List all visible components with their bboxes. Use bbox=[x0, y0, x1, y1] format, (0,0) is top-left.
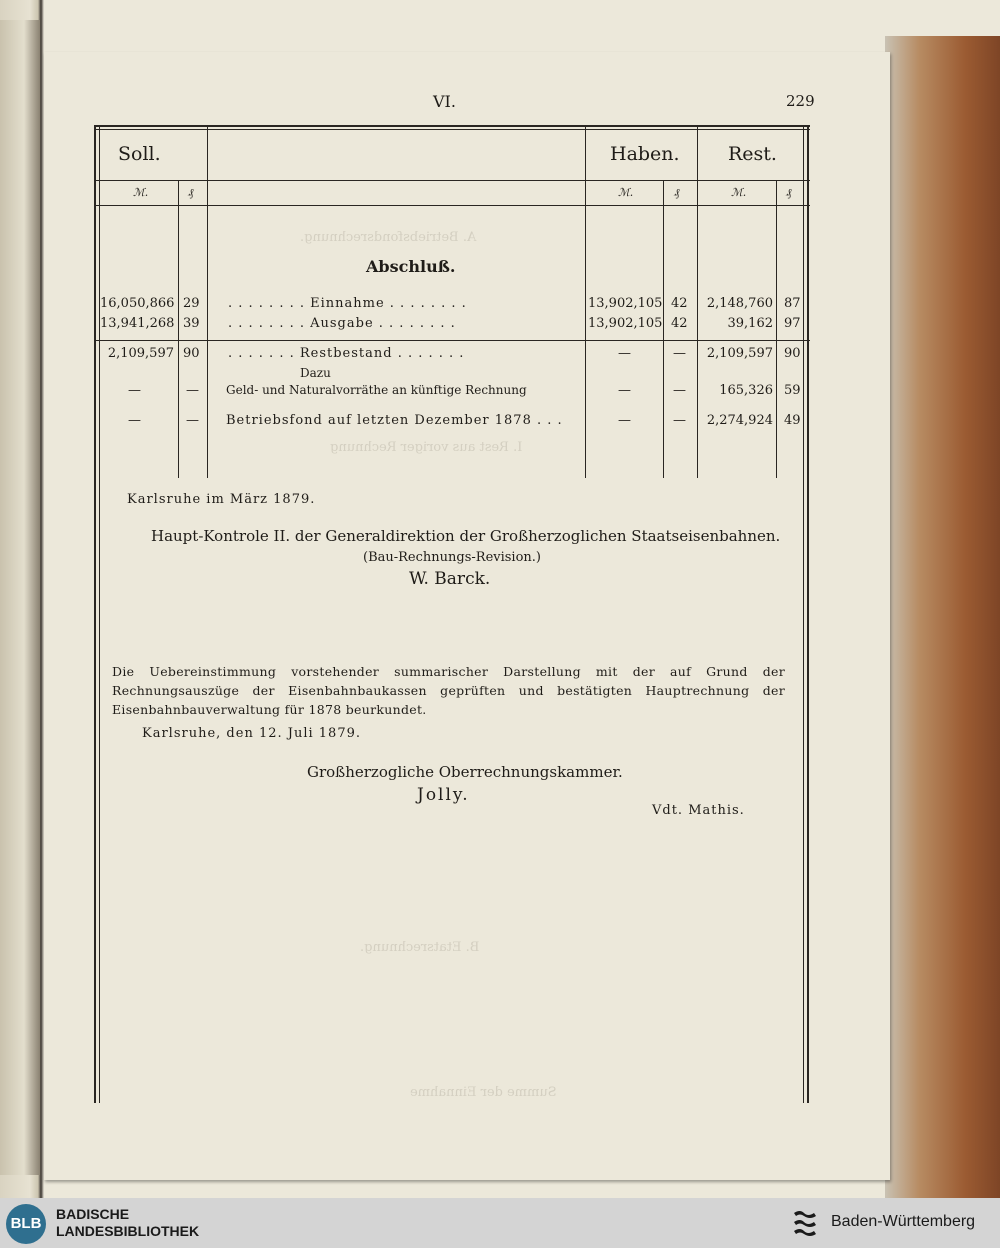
table-unit-rule bbox=[94, 205, 810, 206]
column-divider bbox=[585, 127, 586, 478]
column-divider bbox=[697, 127, 698, 478]
row-label: Betriebsfond auf letzten Dezember 1878 . . . bbox=[226, 413, 563, 428]
haben-pfennig-cell: 42 bbox=[671, 316, 688, 331]
certifying-authority: Großherzogliche Oberrechnungskammer. bbox=[307, 763, 623, 781]
haben-pfennig-cell: 42 bbox=[671, 296, 688, 311]
haben-mark-cell: — bbox=[618, 346, 631, 361]
table-left-border bbox=[99, 125, 100, 1103]
column-divider bbox=[776, 180, 777, 478]
certification-paragraph: Die Uebereinstimmung vorstehender summarischer Darstellung mit der auf Grund der Rechnungsauszüge der Eisenbahnbaukassen geprüften und bestätigten Hauptrechnung der Eisenbahnbauverwaltung für 1878 beurkundet. bbox=[112, 664, 785, 717]
table-top-rule bbox=[94, 129, 810, 130]
soll-mark-cell: 16,050,866 bbox=[100, 296, 175, 311]
place-date: Karlsruhe im März 1879. bbox=[127, 492, 316, 507]
row-label: . . . . . . . . Ausgabe . . . . . . . . bbox=[228, 316, 456, 331]
left-page-edge bbox=[0, 20, 40, 1175]
soll-mark-cell: — bbox=[128, 413, 141, 428]
soll-pfennig-cell: 29 bbox=[183, 296, 200, 311]
row-label: . . . . . . . . Einnahme . . . . . . . . bbox=[228, 296, 467, 311]
bleed-through-text: I. Rest aus voriger Rechnung bbox=[330, 440, 523, 455]
soll-mark-cell: 2,109,597 bbox=[107, 346, 174, 361]
signature: W. Barck. bbox=[409, 569, 491, 589]
row-label: . . . . . . . Restbestand . . . . . . . bbox=[228, 346, 465, 361]
header-soll: Soll. bbox=[118, 143, 161, 165]
section-title: Abschluß. bbox=[366, 257, 456, 276]
haben-pfennig-cell: — bbox=[673, 413, 686, 428]
header-haben: Haben. bbox=[610, 143, 680, 165]
baden-wuerttemberg-lions-icon bbox=[790, 1207, 820, 1239]
running-head: VI. bbox=[433, 92, 456, 111]
haben-mark-cell: — bbox=[618, 383, 631, 398]
table-right-border bbox=[807, 127, 809, 1103]
haben-mark-cell: 13,902,105 bbox=[588, 296, 663, 311]
signature: Jolly. bbox=[417, 785, 470, 805]
rest-pfennig-cell: 59 bbox=[784, 383, 801, 398]
row-label-prefix: Dazu bbox=[300, 366, 331, 380]
haben-mark-cell: — bbox=[618, 413, 631, 428]
table-header-rule bbox=[94, 180, 810, 181]
rest-mark-cell: 2,109,597 bbox=[706, 346, 773, 361]
haben-pfennig-cell: — bbox=[673, 383, 686, 398]
table-top-rule bbox=[94, 125, 810, 127]
soll-mark-cell: — bbox=[128, 383, 141, 398]
table-left-border bbox=[94, 125, 96, 1103]
blb-logo-icon: BLB bbox=[6, 1204, 46, 1244]
header-rest: Rest. bbox=[728, 143, 777, 165]
rest-pfennig-cell: 97 bbox=[784, 316, 801, 331]
rest-mark-cell: 39,162 bbox=[727, 316, 773, 331]
issuing-office: Haupt-Kontrole II. der Generaldirektion der Großherzoglichen Staatseisenbahnen. bbox=[151, 527, 781, 545]
unit-pfennig: ₰ bbox=[674, 186, 680, 199]
library-name-line: BADISCHE bbox=[56, 1206, 130, 1222]
bleed-through-text: B. Etatsrechnung. bbox=[360, 940, 480, 955]
unit-mark: ℳ. bbox=[618, 186, 634, 199]
table-sum-rule bbox=[94, 340, 810, 341]
haben-pfennig-cell: — bbox=[673, 346, 686, 361]
unit-mark: ℳ. bbox=[133, 186, 149, 199]
place-date: Karlsruhe, den 12. Juli 1879. bbox=[142, 726, 361, 741]
column-divider bbox=[207, 127, 208, 478]
rest-mark-cell: 165,326 bbox=[719, 383, 773, 398]
soll-pfennig-cell: 90 bbox=[183, 346, 200, 361]
soll-pfennig-cell: 39 bbox=[183, 316, 200, 331]
bleed-through-text: Summe der Einnahme bbox=[410, 1085, 557, 1100]
soll-pfennig-cell: — bbox=[186, 383, 199, 398]
row-label: Geld- und Naturalvorräthe an künftige Rechnung bbox=[226, 383, 527, 397]
department: (Bau-Rechnungs-Revision.) bbox=[363, 550, 541, 565]
rest-pfennig-cell: 90 bbox=[784, 346, 801, 361]
rest-mark-cell: 2,274,924 bbox=[706, 413, 773, 428]
table-right-border bbox=[803, 127, 804, 1103]
rest-pfennig-cell: 87 bbox=[784, 296, 801, 311]
bleed-through-text: A. Betriebsfondsrechnung. bbox=[300, 230, 477, 245]
column-divider bbox=[178, 180, 179, 478]
unit-pfennig: ₰ bbox=[188, 186, 194, 199]
document-page bbox=[44, 52, 890, 1180]
library-name-line: LANDESBIBLIOTHEK bbox=[56, 1223, 200, 1239]
unit-mark: ℳ. bbox=[731, 186, 747, 199]
haben-mark-cell: 13,902,105 bbox=[588, 316, 663, 331]
page-number: 229 bbox=[786, 92, 815, 110]
column-divider bbox=[663, 180, 664, 478]
rest-pfennig-cell: 49 bbox=[784, 413, 801, 428]
rest-mark-cell: 2,148,760 bbox=[706, 296, 773, 311]
unit-pfennig: ₰ bbox=[786, 186, 792, 199]
soll-pfennig-cell: — bbox=[186, 413, 199, 428]
library-name bbox=[56, 1206, 199, 1240]
soll-mark-cell: 13,941,268 bbox=[100, 316, 175, 331]
vidit-note: Vdt. Mathis. bbox=[652, 803, 745, 818]
state-name: Baden-Württemberg bbox=[831, 1213, 976, 1230]
book-cover-edge bbox=[885, 36, 1000, 1201]
